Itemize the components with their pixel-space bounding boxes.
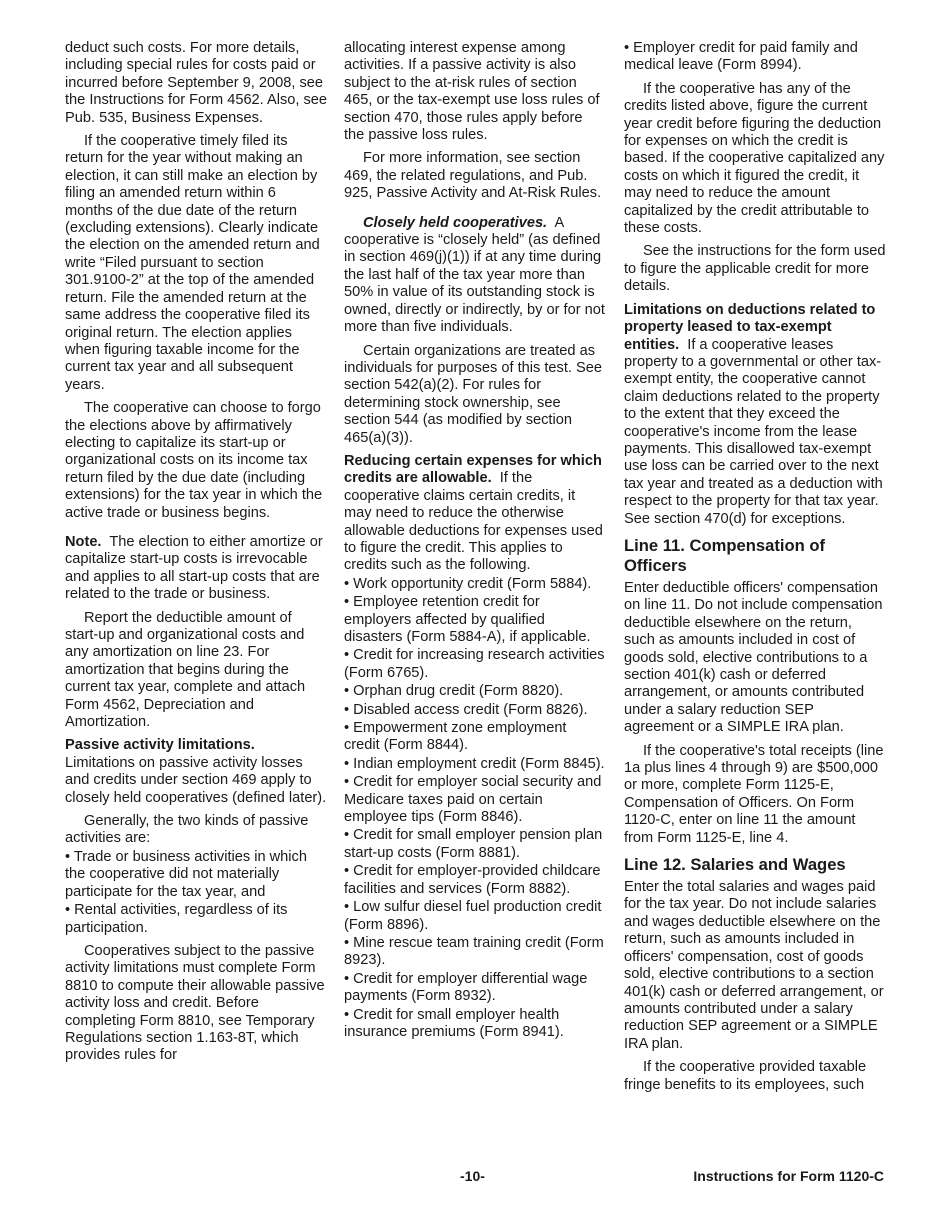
paragraph: See the instructions for the form used to figure the applicable credit for more details. [624, 243, 886, 295]
page-number: -10- [460, 1168, 485, 1184]
leased-property-heading: Limitations on deductions related to property leased to tax-exempt entities. [624, 301, 876, 353]
reducing-expenses-heading: Reducing certain expenses for which credits are allowable. [344, 452, 602, 487]
credit-item: • Indian employment credit (Form 8845). [344, 755, 605, 772]
passive-activity-text: Limitations on passive activity losses and credits under section 469 apply to closely held cooperatives (defined later). [65, 754, 327, 806]
paragraph: Enter the total salaries and wages paid for the tax year. Do not include salaries and wages deductible elsewhere on the return, such as amounts included in officers' compensation, cost of goods sold, elective contributions to a section 401(k) cash or deferred arrangement, or amounts contributed under a salary reduction SEP agreement or a SIMPLE IRA plan. [624, 879, 884, 1052]
paragraph: Enter deductible officers' compensation on line 11. Do not include compensation deductible elsewhere on the return, such as amounts included in cost of goods sold, elective contributions to a section 401(k) cash or deferred arrangement, or amounts contributed under a salary reduction SEP agreement or a SIMPLE IRA plan. [624, 579, 883, 736]
note-text: The election to either amortize or capitalize start-up costs is irrevocable and applies to all start-up costs that are related to the trade or business. [65, 533, 323, 603]
line-12-heading: Line 12. Salaries and Wages [624, 855, 846, 875]
credit-item: • Orphan drug credit (Form 8820). [344, 683, 564, 700]
leased-property-text: If a cooperative leases property to a governmental or other tax-exempt entity, the cooperative cannot claim deductions related to the property to the extent that they exceed the cooperative's income from the lease payments. This disallowed tax-exempt use loss can be carried over to the next tax year and treated as a deduction with respect to the property for that tax year. See section 470(d) for exceptions. [624, 336, 883, 527]
credit-item: • Credit for increasing research activities (Form 6765). [344, 647, 605, 681]
leased-property-paragraph [624, 302, 886, 528]
credit-item: • Mine rescue team training credit (Form 8923). [344, 934, 604, 969]
paragraph: If the cooperative's total receipts (line 1a plus lines 4 through 9) are $500,000 or more, complete Form 1125-E, Compensation of Officers. On Form 1120-C, enter on line 11 the amount from Form 1125-E, line 4. [624, 742, 884, 846]
closely-held-text: A cooperative is “closely held” (as defined in section 469(j)(1)) if at any time during the last half of the tax year more than 50% in value of its outstanding stock is owned, directly or indirectly, by or for not more than five individuals. [344, 214, 605, 336]
paragraph: If the cooperative has any of the credits listed above, figure the current year credit before figuring the deduction for expenses on which the credit is based. If the cooperative capitalized any costs on which it figured the credit, it may need to reduce the amount capitalized by the credit attributable to these costs. [624, 80, 885, 237]
reducing-expenses-paragraph [344, 453, 606, 575]
credit-item: • Work opportunity credit (Form 5884). [344, 575, 592, 592]
paragraph: Generally, the two kinds of passive activities are: [65, 813, 309, 847]
closely-held-paragraph [344, 215, 606, 337]
footer-form-title: Instructions for Form 1120-C [693, 1168, 884, 1184]
credit-item: • Credit for employer differential wage payments (Form 8932). [344, 970, 588, 1005]
note-heading: Note. [65, 533, 102, 550]
note-paragraph [65, 534, 327, 604]
credit-item: • Credit for small employer health insurance premiums (Form 8941). [344, 1006, 564, 1040]
paragraph: Certain organizations are treated as individuals for purposes of this test. See section 542(a)(2). For rules for determining stock ownership, see section 544 (as modified by section 465(a)(3)). [344, 342, 602, 446]
line-11-heading: Line 11. Compensation of Officers [624, 535, 825, 575]
credit-item: • Credit for small employer pension plan start-up costs (Form 8881). [344, 827, 603, 861]
passive-activity-heading: Passive activity limitations. [65, 737, 255, 754]
closely-held-heading: Closely held cooperatives. [363, 214, 548, 231]
column-right [624, 40, 886, 1100]
paragraph: deduct such costs. For more details, including special rules for costs paid or incurred before September 9, 2008, see the Instructions for Form 4562. Also, see Pub. 535, Business Expenses. [65, 40, 328, 126]
credit-item: • Credit for employer-provided childcare facilities and services (Form 8882). [344, 863, 601, 897]
bullet-item: • Rental activities, regardless of its participation. [65, 902, 288, 936]
paragraph: For more information, see section 469, the related regulations, and Pub. 925, Passive Activity and At-Risk Rules. [344, 150, 602, 202]
bullet-item: • Trade or business activities in which the cooperative did not materially participate for the tax year, and [65, 848, 307, 900]
column-middle [344, 40, 606, 1042]
credit-item: • Employee retention credit for employers affected by qualified disasters (Form 5884-A), if applicable. [344, 594, 591, 645]
paragraph: Report the deductible amount of start-up and organizational costs and any amortization on line 23. For amortization that begins during the current tax year, complete and attach Form 4562, Depreciation and Amortization. [65, 609, 306, 731]
reducing-expenses-text: If the cooperative claims certain credits, it may need to reduce the otherwise allowable deductions for expenses used to figure the credit. This applies to credits such as the following. [344, 470, 603, 574]
bullet-item: • Employer credit for paid family and medical leave (Form 8994). [624, 40, 858, 74]
passive-activity-paragraph [65, 737, 327, 807]
paragraph: Cooperatives subject to the passive activity limitations must complete Form 8810 to compute their allowable passive activity loss and credit. Before completing Form 8810, see Temporary Regulations section 1.163-8T, which provides rules for [65, 942, 325, 1064]
credit-item: • Empowerment zone employment credit (Form 8844). [344, 720, 567, 754]
paragraph: allocating interest expense among activities. If a passive activity is also subject to the at-risk rules of section 465, or the tax-exempt use loss rules of section 470, those rules apply before the passive loss rules. [344, 40, 600, 144]
credit-item: • Low sulfur diesel fuel production credit (Form 8896). [344, 899, 602, 933]
paragraph: The cooperative can choose to forgo the elections above by affirmatively electing to capitalize its start-up or organizational costs on its income tax return filed by the due date (including extensions) for the tax year in which the active trade or business begins. [65, 400, 323, 521]
credit-item: • Credit for employer social security and Medicare taxes paid on certain employee tips (Form 8846). [344, 774, 602, 826]
column-left [65, 40, 327, 1071]
credit-item: • Disabled access credit (Form 8826). [344, 701, 588, 718]
paragraph: If the cooperative provided taxable fringe benefits to its employees, such [624, 1059, 867, 1093]
paragraph: If the cooperative timely filed its return for the year without making an election, it can still make an election by filing an amended return within 6 months of the due date of the return (excluding extensions). Clearly indicate the election on the amended return and write “Filed pursuant to section 301.9100-2” at the top of the amended return. File the amended return at the same address the cooperative filed its original return. The election applies when figuring taxable income for the current tax year and all subsequent years. [65, 133, 320, 393]
